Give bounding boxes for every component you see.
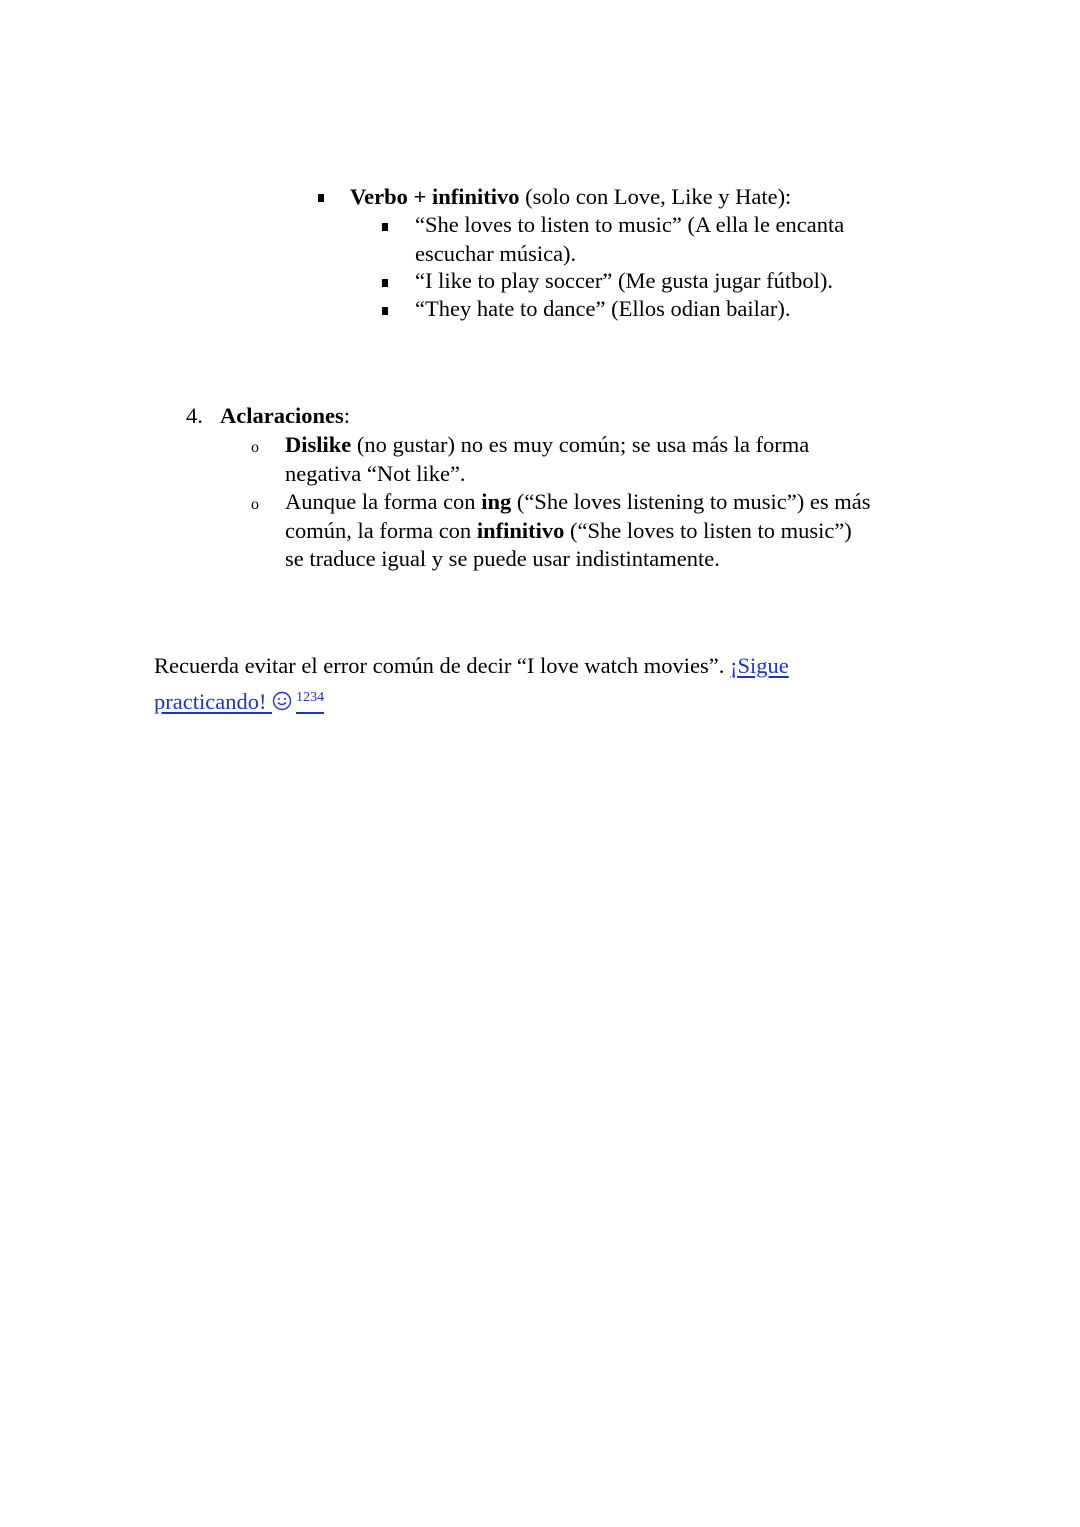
section-number: 4. <box>186 403 203 428</box>
verbo-infinitivo-heading: Verbo + infinitivo (solo con Love, Like y Hate): <box>350 184 792 209</box>
square-bullet <box>382 279 388 287</box>
example-item: “She loves to listen to music” (A ella le encanta escuchar música). <box>415 212 845 266</box>
smiley-icon <box>272 688 292 720</box>
footnote-number: 1234 <box>296 690 325 705</box>
practice-link[interactable]: ¡Sigue <box>729 653 789 678</box>
aclaracion-item: Aunque la forma con ing (“She loves listening to music”) es más común, la forma con infinitivo (“She loves to listen to music”) se traduce igual y se puede usar indistintamente. <box>285 489 871 571</box>
section-heading: Aclaraciones: <box>220 403 350 428</box>
circle-bullet: o <box>251 439 259 456</box>
square-bullet <box>382 307 388 315</box>
example-item: “I like to play soccer” (Me gusta jugar fútbol). <box>415 268 833 293</box>
example-item: “They hate to dance” (Ellos odian bailar). <box>415 296 791 321</box>
square-bullet <box>382 223 388 231</box>
circle-bullet: o <box>251 496 259 513</box>
practice-link-continued[interactable]: practicando! $^{1234}$ <box>154 689 324 714</box>
square-bullet <box>318 194 324 202</box>
aclaracion-item: Dislike (no gustar) no es muy común; se usa más la forma negativa “Not like”. <box>285 432 810 486</box>
closing-paragraph: Recuerda evitar el error común de decir “I love watch movies”. ¡Sigue practicando! $^{1234}$ <box>154 650 789 720</box>
